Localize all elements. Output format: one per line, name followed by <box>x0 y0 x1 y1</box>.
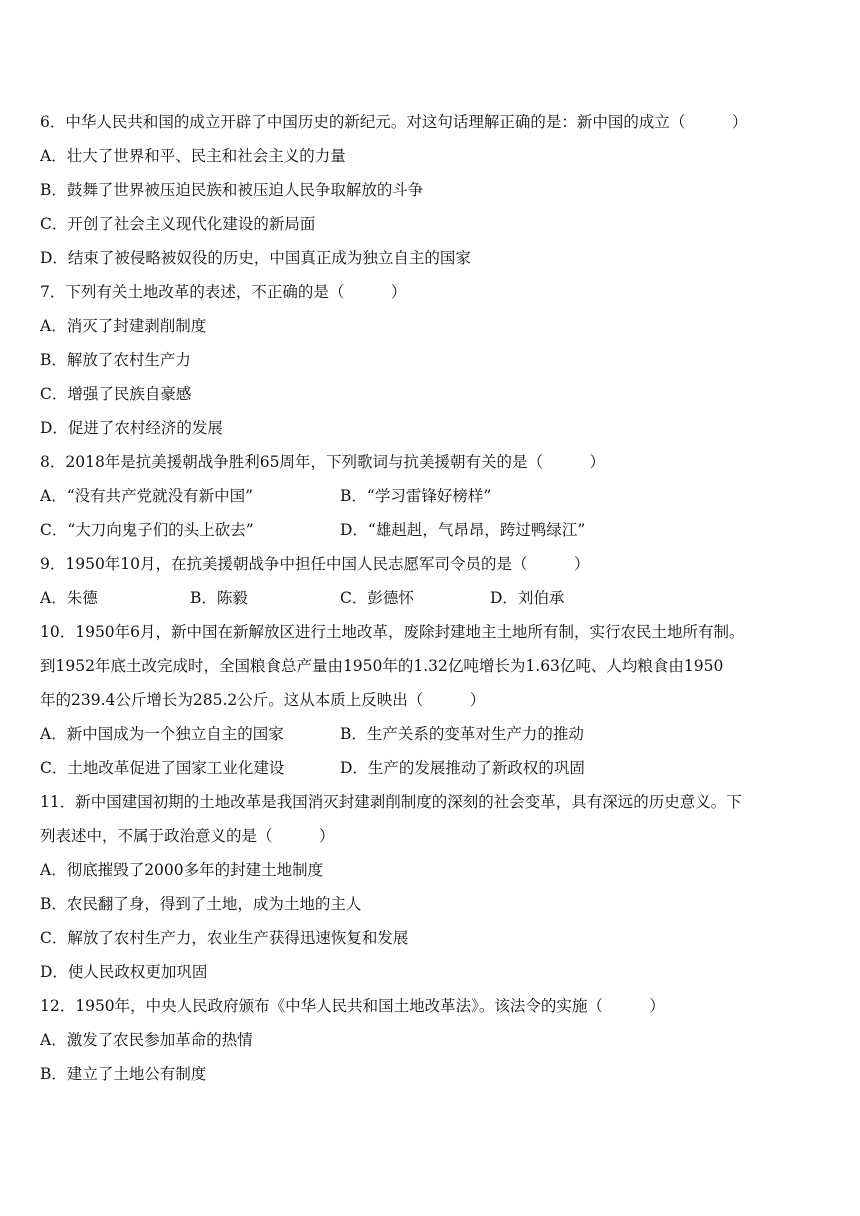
question-9-stem: 9．1950年10月，在抗美援朝战争中担任中国人民志愿军司令员的是（ ） <box>40 555 590 573</box>
question-11-stem-line-2: 列表述中，不属于政治意义的是（ ） <box>40 827 335 845</box>
question-9-option-b: B．陈毅 <box>190 589 248 607</box>
question-8-option-b: B．“学习雷锋好榜样” <box>340 487 492 505</box>
question-10-options-row-1 <box>40 724 825 744</box>
question-10-options-row-2 <box>40 758 825 778</box>
question-11-option-a: A．彻底摧毁了2000多年的封建土地制度 <box>40 861 324 879</box>
question-10-option-c: C．土地改革促进了国家工业化建设 <box>40 759 285 777</box>
question-7-option-d: D．促进了农村经济的发展 <box>40 419 223 437</box>
question-8-stem: 8．2018年是抗美援朝战争胜利65周年，下列歌词与抗美援朝有关的是（ ） <box>40 453 606 471</box>
question-6-option-b: B．鼓舞了世界被压迫民族和被压迫人民争取解放的斗争 <box>40 181 424 199</box>
question-8-option-c: C．“大刀向鬼子们的头上砍去” <box>40 521 254 539</box>
question-8-options-row-2 <box>40 520 825 540</box>
question-11-stem-line-1: 11．新中国建国初期的土地改革是我国消灭封建剥削制度的深刻的社会变革，具有深远的历史意义。下 <box>40 793 742 811</box>
question-6-option-c: C．开创了社会主义现代化建设的新局面 <box>40 215 316 233</box>
question-9-option-c: C．彭德怀 <box>340 589 414 607</box>
question-8-options-row-1 <box>40 486 825 506</box>
question-9-options-row <box>40 588 825 608</box>
question-9-option-d: D．刘伯承 <box>490 589 565 607</box>
question-11-option-c: C．解放了农村生产力，农业生产获得迅速恢复和发展 <box>40 929 409 947</box>
question-10-stem-line-3: 年的239.4公斤增长为285.2公斤。这从本质上反映出（ ） <box>40 691 486 709</box>
question-10-option-d: D．生产的发展推动了新政权的巩固 <box>340 759 585 777</box>
question-7-option-a: A．消灭了封建剥削制度 <box>40 317 207 335</box>
question-10-stem-line-1: 10．1950年6月，新中国在新解放区进行土地改革，废除封建地主土地所有制，实行农民土地所有制。 <box>40 623 745 641</box>
question-11-option-b: B．农民翻了身，得到了土地，成为土地的主人 <box>40 895 362 913</box>
question-12-option-a: A．激发了农民参加革命的热情 <box>40 1031 253 1049</box>
question-6-stem: 6．中华人民共和国的成立开辟了中国历史的新纪元。对这句话理解正确的是：新中国的成立（ ） <box>40 113 748 131</box>
question-6-option-a: A．壮大了世界和平、民主和社会主义的力量 <box>40 147 346 165</box>
question-12-option-b: B．建立了土地公有制度 <box>40 1065 207 1083</box>
question-9-option-a: A．朱德 <box>40 589 98 607</box>
question-8-option-d: D．“雄赳赳，气昂昂，跨过鸭绿江” <box>340 521 586 539</box>
question-7-stem: 7．下列有关土地改革的表述，不正确的是（ ） <box>40 283 407 301</box>
question-10-stem-line-2: 到1952年底土改完成时，全国粮食总产量由1950年的1.32亿吨增长为1.63亿吨、人均粮食由1950 <box>40 657 724 675</box>
question-6-option-d: D．结束了被侵略被奴役的历史，中国真正成为独立自主的国家 <box>40 249 471 267</box>
question-7-option-c: C．增强了民族自豪感 <box>40 385 192 403</box>
question-8-option-a: A．“没有共产党就没有新中国” <box>40 487 254 505</box>
question-11-option-d: D．使人民政权更加巩固 <box>40 963 208 981</box>
question-10-option-a: A．新中国成为一个独立自主的国家 <box>40 725 284 743</box>
question-10-option-b: B．生产关系的变革对生产力的推动 <box>340 725 584 743</box>
question-12-stem: 12．1950年，中央人民政府颁布《中华人民共和国土地改革法》。该法令的实施（ ） <box>40 997 665 1015</box>
question-7-option-b: B．解放了农村生产力 <box>40 351 191 369</box>
